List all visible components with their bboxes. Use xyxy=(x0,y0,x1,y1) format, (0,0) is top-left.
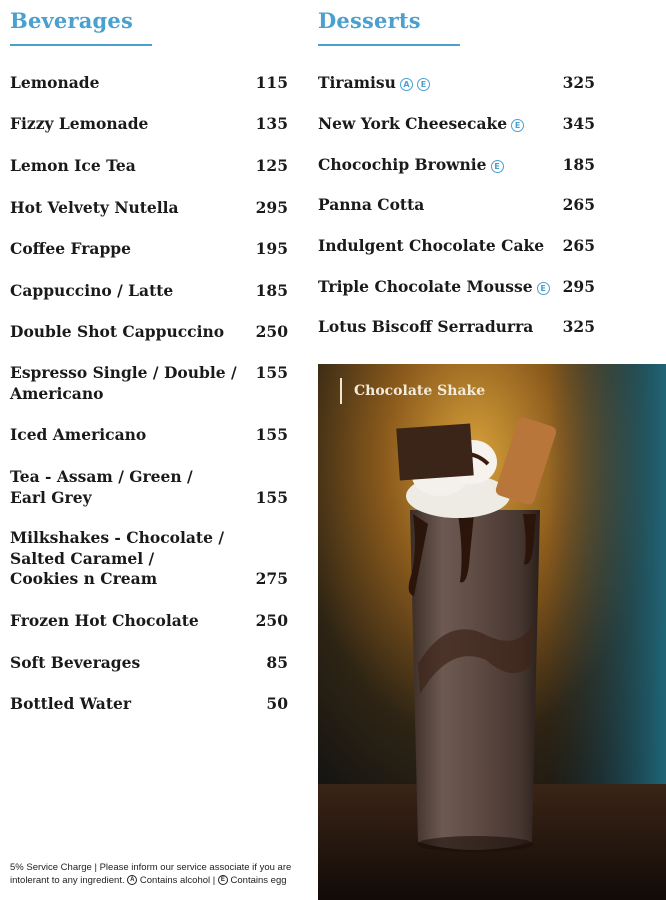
dessert-price: 325 xyxy=(562,317,595,336)
dessert-item xyxy=(318,236,595,257)
dessert-item xyxy=(318,317,595,338)
dessert-name-group xyxy=(318,155,504,176)
dessert-name: Tiramisu xyxy=(318,73,396,92)
dessert-item xyxy=(318,114,595,135)
photo-caption: Chocolate Shake xyxy=(340,378,485,404)
beverage-price: 195 xyxy=(255,239,288,258)
egg-icon: E xyxy=(511,119,524,132)
beverage-item xyxy=(10,611,288,632)
beverage-price: 250 xyxy=(255,611,288,630)
dessert-name-group xyxy=(318,114,524,135)
dessert-item xyxy=(318,277,595,298)
beverage-price: 275 xyxy=(255,569,288,588)
beverage-item xyxy=(10,73,288,94)
beverage-item xyxy=(10,114,288,135)
beverage-name: Coffee Frappe xyxy=(10,239,131,258)
beverage-item xyxy=(10,322,288,343)
beverage-name: Lemonade xyxy=(10,73,100,92)
dessert-name-group xyxy=(318,236,544,257)
dessert-name: Panna Cotta xyxy=(318,195,425,214)
beverage-item xyxy=(10,198,288,219)
beverage-price: 185 xyxy=(255,281,288,300)
footnote-egg-text: Contains egg xyxy=(230,874,287,886)
dessert-name: Indulgent Chocolate Cake xyxy=(318,236,545,255)
beverage-item xyxy=(10,281,288,302)
beverage-price: 250 xyxy=(255,322,288,341)
beverage-item xyxy=(10,467,288,508)
beverage-name: Soft Beverages xyxy=(10,653,141,672)
beverage-item xyxy=(10,694,288,715)
dessert-price: 295 xyxy=(562,277,595,296)
footnote-line-1: 5% Service Charge | Please inform our service associate if you are xyxy=(10,862,292,873)
beverage-item xyxy=(10,363,288,404)
dessert-price: 185 xyxy=(562,155,595,174)
beverage-price: 155 xyxy=(255,363,288,382)
egg-icon: E xyxy=(491,160,504,173)
beverage-name: Cappuccino / Latte xyxy=(10,281,174,300)
beverage-price: 50 xyxy=(266,694,288,713)
footnote-intolerance-text: intolerant to any ingredient. xyxy=(10,874,125,886)
beverage-name: Double Shot Cappuccino xyxy=(10,322,225,341)
beverages-heading: Beverages xyxy=(10,8,134,33)
beverages-underline xyxy=(10,44,152,46)
beverage-item xyxy=(10,239,288,260)
dessert-name-group xyxy=(318,73,430,94)
beverage-name: Bottled Water xyxy=(10,694,132,713)
footnote xyxy=(10,862,310,887)
beverage-name: Lemon Ice Tea xyxy=(10,156,136,175)
dessert-item xyxy=(318,195,595,216)
beverage-name: Hot Velvety Nutella xyxy=(10,198,179,217)
dessert-name: Triple Chocolate Mousse xyxy=(318,277,533,296)
beverage-item xyxy=(10,156,288,177)
chocolate-shake-photo xyxy=(318,364,666,900)
beverage-price: 155 xyxy=(255,425,288,444)
dessert-price: 345 xyxy=(562,114,595,133)
beverage-name: Tea - Assam / Green / Earl Grey xyxy=(10,467,193,507)
footnote-line-2 xyxy=(10,875,310,888)
beverage-item xyxy=(10,425,288,446)
beverage-price: 135 xyxy=(255,114,288,133)
egg-icon: E xyxy=(218,875,228,885)
alcohol-icon: A xyxy=(400,78,413,91)
beverage-name: Frozen Hot Chocolate xyxy=(10,611,199,630)
beverage-item xyxy=(10,528,288,590)
dessert-name-group xyxy=(318,277,550,298)
dessert-name: Chocochip Brownie xyxy=(318,155,487,174)
footnote-alcohol-text: Contains alcohol | xyxy=(139,874,216,886)
beverage-name: Milkshakes - Chocolate / Salted Caramel / Cookies n Cream xyxy=(10,528,224,588)
beverage-price: 295 xyxy=(255,198,288,217)
egg-icon: E xyxy=(417,78,430,91)
dessert-name: Lotus Biscoff Serradurra xyxy=(318,317,534,336)
beverage-name: Espresso Single / Double / Americano xyxy=(10,363,237,403)
beverage-name: Fizzy Lemonade xyxy=(10,114,149,133)
dessert-name: New York Cheesecake xyxy=(318,114,508,133)
dessert-price: 265 xyxy=(562,236,595,255)
dessert-price: 265 xyxy=(562,195,595,214)
alcohol-icon: A xyxy=(127,875,137,885)
desserts-underline xyxy=(318,44,460,46)
beverage-price: 115 xyxy=(255,73,288,92)
dessert-price: 325 xyxy=(562,73,595,92)
dessert-item xyxy=(318,155,595,176)
chocolate-shake-image xyxy=(318,364,666,900)
beverage-name: Iced Americano xyxy=(10,425,147,444)
egg-icon: E xyxy=(537,282,550,295)
dessert-name-group xyxy=(318,317,533,338)
beverage-item xyxy=(10,653,288,674)
beverage-price: 85 xyxy=(266,653,288,672)
beverage-price: 125 xyxy=(255,156,288,175)
dessert-name-group xyxy=(318,195,424,216)
beverage-price: 155 xyxy=(255,487,288,507)
dessert-item xyxy=(318,73,595,94)
desserts-heading: Desserts xyxy=(318,8,421,33)
